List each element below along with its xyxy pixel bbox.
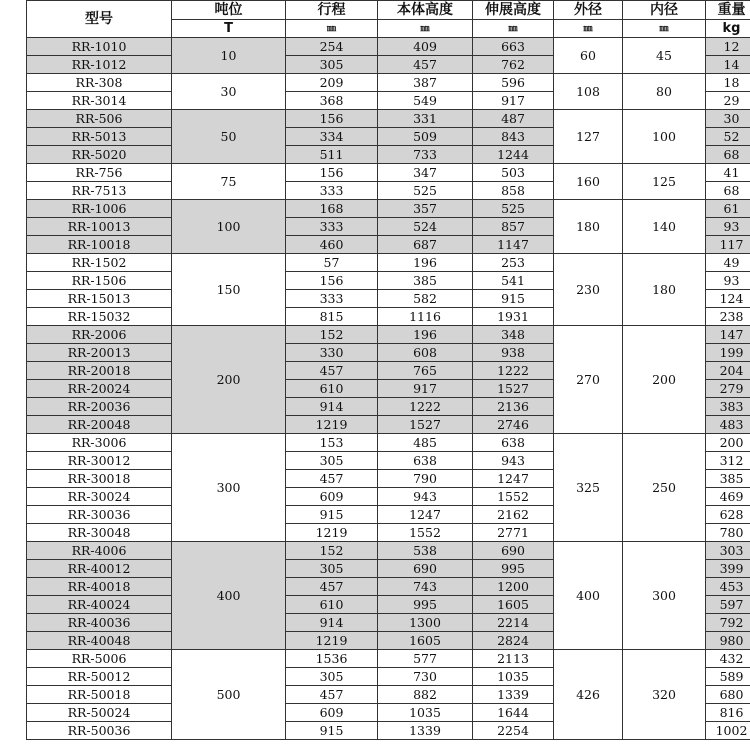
- cell-weight: 30: [706, 110, 750, 128]
- cell-body-height: 577: [378, 650, 473, 668]
- cell-body-height: 582: [378, 290, 473, 308]
- table-header: [27, 1, 750, 38]
- cell-body-height: 1552: [378, 524, 473, 542]
- cell-stroke: 305: [286, 56, 378, 74]
- cell-model: RR-5020: [27, 146, 172, 164]
- cell-extended-height: 843: [473, 128, 554, 146]
- cell-body-height: 1116: [378, 308, 473, 326]
- cell-stroke: 914: [286, 398, 378, 416]
- cell-weight: 29: [706, 92, 750, 110]
- cell-tonnage: 400: [172, 542, 286, 650]
- cell-model: RR-1010: [27, 38, 172, 56]
- cell-weight: 52: [706, 128, 750, 146]
- header-model: 型号: [27, 1, 172, 38]
- hydraulic-cylinder-spec-table: [26, 0, 750, 740]
- cell-stroke: 333: [286, 182, 378, 200]
- cell-body-height: 525: [378, 182, 473, 200]
- cell-model: RR-7513: [27, 182, 172, 200]
- cell-model: RR-10013: [27, 218, 172, 236]
- cell-body-height: 638: [378, 452, 473, 470]
- cell-extended-height: 663: [473, 38, 554, 56]
- cell-extended-height: 1644: [473, 704, 554, 722]
- cell-extended-height: 541: [473, 272, 554, 290]
- cell-outer-diameter: 180: [554, 200, 623, 254]
- cell-tonnage: 75: [172, 164, 286, 200]
- cell-body-height: 196: [378, 326, 473, 344]
- cell-stroke: 333: [286, 290, 378, 308]
- cell-stroke: 457: [286, 578, 378, 596]
- table-row: [27, 200, 750, 218]
- cell-model: RR-40018: [27, 578, 172, 596]
- cell-tonnage: 10: [172, 38, 286, 74]
- cell-stroke: 152: [286, 542, 378, 560]
- cell-stroke: 915: [286, 506, 378, 524]
- header-inner-diameter: 内径: [623, 1, 706, 20]
- cell-weight: 199: [706, 344, 750, 362]
- cell-stroke: 1219: [286, 632, 378, 650]
- header-extended-height: 伸展高度: [473, 1, 554, 20]
- cell-model: RR-5013: [27, 128, 172, 146]
- cell-weight: 589: [706, 668, 750, 686]
- cell-body-height: 331: [378, 110, 473, 128]
- cell-model: RR-40012: [27, 560, 172, 578]
- cell-stroke: 330: [286, 344, 378, 362]
- cell-weight: 68: [706, 182, 750, 200]
- cell-weight: 432: [706, 650, 750, 668]
- cell-body-height: 765: [378, 362, 473, 380]
- cell-body-height: 485: [378, 434, 473, 452]
- cell-stroke: 168: [286, 200, 378, 218]
- cell-body-height: 385: [378, 272, 473, 290]
- cell-weight: 628: [706, 506, 750, 524]
- cell-outer-diameter: 400: [554, 542, 623, 650]
- cell-weight: 49: [706, 254, 750, 272]
- cell-stroke: 156: [286, 272, 378, 290]
- cell-body-height: 882: [378, 686, 473, 704]
- table-row: [27, 110, 750, 128]
- cell-inner-diameter: 125: [623, 164, 706, 200]
- cell-model: RR-40048: [27, 632, 172, 650]
- cell-stroke: 1536: [286, 650, 378, 668]
- cell-stroke: 305: [286, 560, 378, 578]
- header-body-height: 本体高度: [378, 1, 473, 20]
- cell-stroke: 305: [286, 668, 378, 686]
- cell-extended-height: 348: [473, 326, 554, 344]
- cell-weight: 238: [706, 308, 750, 326]
- cell-extended-height: 995: [473, 560, 554, 578]
- cell-model: RR-50012: [27, 668, 172, 686]
- cell-tonnage: 300: [172, 434, 286, 542]
- cell-extended-height: 915: [473, 290, 554, 308]
- cell-stroke: 609: [286, 488, 378, 506]
- cell-body-height: 549: [378, 92, 473, 110]
- cell-extended-height: 938: [473, 344, 554, 362]
- cell-weight: 93: [706, 272, 750, 290]
- cell-body-height: 733: [378, 146, 473, 164]
- cell-extended-height: 943: [473, 452, 554, 470]
- cell-weight: 93: [706, 218, 750, 236]
- cell-stroke: 254: [286, 38, 378, 56]
- cell-model: RR-1012: [27, 56, 172, 74]
- cell-extended-height: 858: [473, 182, 554, 200]
- cell-outer-diameter: 108: [554, 74, 623, 110]
- cell-weight: 980: [706, 632, 750, 650]
- cell-body-height: 1605: [378, 632, 473, 650]
- cell-inner-diameter: 200: [623, 326, 706, 434]
- cell-model: RR-3006: [27, 434, 172, 452]
- cell-body-height: 409: [378, 38, 473, 56]
- cell-model: RR-10018: [27, 236, 172, 254]
- cell-weight: 18: [706, 74, 750, 92]
- cell-stroke: 156: [286, 164, 378, 182]
- cell-extended-height: 1931: [473, 308, 554, 326]
- cell-extended-height: 1339: [473, 686, 554, 704]
- cell-stroke: 460: [286, 236, 378, 254]
- cell-model: RR-1502: [27, 254, 172, 272]
- cell-outer-diameter: 60: [554, 38, 623, 74]
- cell-model: RR-15013: [27, 290, 172, 308]
- cell-weight: 816: [706, 704, 750, 722]
- cell-extended-height: 2136: [473, 398, 554, 416]
- cell-extended-height: 2214: [473, 614, 554, 632]
- cell-stroke: 914: [286, 614, 378, 632]
- header-stroke-unit: ㎜: [286, 20, 378, 38]
- cell-weight: 117: [706, 236, 750, 254]
- cell-weight: 147: [706, 326, 750, 344]
- cell-model: RR-20013: [27, 344, 172, 362]
- cell-body-height: 1247: [378, 506, 473, 524]
- cell-weight: 792: [706, 614, 750, 632]
- cell-outer-diameter: 426: [554, 650, 623, 740]
- cell-body-height: 357: [378, 200, 473, 218]
- cell-weight: 279: [706, 380, 750, 398]
- cell-model: RR-15032: [27, 308, 172, 326]
- header-weight-unit: kg: [706, 20, 750, 38]
- cell-extended-height: 1247: [473, 470, 554, 488]
- cell-tonnage: 30: [172, 74, 286, 110]
- cell-weight: 12: [706, 38, 750, 56]
- cell-model: RR-20036: [27, 398, 172, 416]
- cell-tonnage: 50: [172, 110, 286, 164]
- cell-body-height: 608: [378, 344, 473, 362]
- cell-inner-diameter: 250: [623, 434, 706, 542]
- cell-model: RR-308: [27, 74, 172, 92]
- cell-stroke: 815: [286, 308, 378, 326]
- cell-model: RR-30048: [27, 524, 172, 542]
- cell-model: RR-1506: [27, 272, 172, 290]
- cell-weight: 680: [706, 686, 750, 704]
- cell-weight: 14: [706, 56, 750, 74]
- spec-table-container: [26, 0, 748, 740]
- cell-body-height: 347: [378, 164, 473, 182]
- header-outer-diameter-unit: ㎜: [554, 20, 623, 38]
- cell-tonnage: 200: [172, 326, 286, 434]
- cell-body-height: 995: [378, 596, 473, 614]
- cell-weight: 597: [706, 596, 750, 614]
- header-tonnage-unit: T: [172, 20, 286, 38]
- cell-inner-diameter: 100: [623, 110, 706, 164]
- cell-tonnage: 150: [172, 254, 286, 326]
- cell-inner-diameter: 45: [623, 38, 706, 74]
- header-body-height-unit: ㎜: [378, 20, 473, 38]
- header-weight: 重量: [706, 1, 750, 20]
- cell-model: RR-40036: [27, 614, 172, 632]
- cell-weight: 469: [706, 488, 750, 506]
- cell-weight: 61: [706, 200, 750, 218]
- cell-weight: 312: [706, 452, 750, 470]
- cell-extended-height: 2746: [473, 416, 554, 434]
- cell-stroke: 1219: [286, 416, 378, 434]
- cell-extended-height: 2113: [473, 650, 554, 668]
- cell-outer-diameter: 270: [554, 326, 623, 434]
- cell-weight: 483: [706, 416, 750, 434]
- cell-model: RR-30018: [27, 470, 172, 488]
- cell-model: RR-40024: [27, 596, 172, 614]
- cell-stroke: 333: [286, 218, 378, 236]
- cell-body-height: 917: [378, 380, 473, 398]
- cell-model: RR-3014: [27, 92, 172, 110]
- cell-stroke: 156: [286, 110, 378, 128]
- table-row: [27, 164, 750, 182]
- header-inner-diameter-unit: ㎜: [623, 20, 706, 38]
- table-row: [27, 650, 750, 668]
- cell-extended-height: 525: [473, 200, 554, 218]
- cell-model: RR-20024: [27, 380, 172, 398]
- cell-model: RR-50036: [27, 722, 172, 740]
- cell-weight: 68: [706, 146, 750, 164]
- header-tonnage: 吨位: [172, 1, 286, 20]
- cell-model: RR-5006: [27, 650, 172, 668]
- cell-weight: 200: [706, 434, 750, 452]
- cell-body-height: 730: [378, 668, 473, 686]
- cell-inner-diameter: 80: [623, 74, 706, 110]
- table-row: [27, 434, 750, 452]
- cell-extended-height: 857: [473, 218, 554, 236]
- cell-model: RR-20048: [27, 416, 172, 434]
- cell-outer-diameter: 230: [554, 254, 623, 326]
- cell-weight: 399: [706, 560, 750, 578]
- cell-inner-diameter: 300: [623, 542, 706, 650]
- cell-model: RR-20018: [27, 362, 172, 380]
- table-row: [27, 542, 750, 560]
- table-row: [27, 38, 750, 56]
- cell-stroke: 609: [286, 704, 378, 722]
- cell-stroke: 209: [286, 74, 378, 92]
- cell-model: RR-30012: [27, 452, 172, 470]
- cell-weight: 124: [706, 290, 750, 308]
- cell-body-height: 1222: [378, 398, 473, 416]
- cell-extended-height: 1222: [473, 362, 554, 380]
- cell-body-height: 690: [378, 560, 473, 578]
- cell-extended-height: 2254: [473, 722, 554, 740]
- cell-stroke: 457: [286, 362, 378, 380]
- cell-stroke: 152: [286, 326, 378, 344]
- cell-model: RR-50024: [27, 704, 172, 722]
- cell-stroke: 368: [286, 92, 378, 110]
- cell-extended-height: 1527: [473, 380, 554, 398]
- cell-weight: 780: [706, 524, 750, 542]
- table-row: [27, 74, 750, 92]
- cell-weight: 383: [706, 398, 750, 416]
- cell-extended-height: 1147: [473, 236, 554, 254]
- cell-extended-height: 690: [473, 542, 554, 560]
- cell-stroke: 915: [286, 722, 378, 740]
- cell-model: RR-506: [27, 110, 172, 128]
- table-row: [27, 326, 750, 344]
- table-row: [27, 254, 750, 272]
- cell-model: RR-1006: [27, 200, 172, 218]
- cell-extended-height: 596: [473, 74, 554, 92]
- cell-model: RR-50018: [27, 686, 172, 704]
- header-stroke: 行程: [286, 1, 378, 20]
- cell-model: RR-30036: [27, 506, 172, 524]
- cell-body-height: 1339: [378, 722, 473, 740]
- cell-body-height: 743: [378, 578, 473, 596]
- cell-tonnage: 500: [172, 650, 286, 740]
- cell-extended-height: 503: [473, 164, 554, 182]
- cell-extended-height: 917: [473, 92, 554, 110]
- cell-body-height: 1035: [378, 704, 473, 722]
- cell-stroke: 457: [286, 686, 378, 704]
- cell-inner-diameter: 180: [623, 254, 706, 326]
- cell-body-height: 687: [378, 236, 473, 254]
- cell-extended-height: 253: [473, 254, 554, 272]
- header-outer-diameter: 外径: [554, 1, 623, 20]
- cell-stroke: 153: [286, 434, 378, 452]
- cell-body-height: 1300: [378, 614, 473, 632]
- cell-stroke: 57: [286, 254, 378, 272]
- cell-outer-diameter: 325: [554, 434, 623, 542]
- cell-body-height: 457: [378, 56, 473, 74]
- cell-outer-diameter: 160: [554, 164, 623, 200]
- cell-inner-diameter: 140: [623, 200, 706, 254]
- table-body: [27, 38, 750, 740]
- cell-model: RR-30024: [27, 488, 172, 506]
- cell-extended-height: 762: [473, 56, 554, 74]
- cell-stroke: 305: [286, 452, 378, 470]
- cell-body-height: 196: [378, 254, 473, 272]
- cell-stroke: 1219: [286, 524, 378, 542]
- cell-body-height: 1527: [378, 416, 473, 434]
- cell-model: RR-2006: [27, 326, 172, 344]
- cell-extended-height: 2162: [473, 506, 554, 524]
- cell-tonnage: 100: [172, 200, 286, 254]
- cell-extended-height: 1552: [473, 488, 554, 506]
- cell-model: RR-756: [27, 164, 172, 182]
- cell-stroke: 610: [286, 596, 378, 614]
- cell-weight: 41: [706, 164, 750, 182]
- cell-weight: 385: [706, 470, 750, 488]
- cell-extended-height: 1605: [473, 596, 554, 614]
- cell-body-height: 524: [378, 218, 473, 236]
- cell-extended-height: 1200: [473, 578, 554, 596]
- cell-stroke: 457: [286, 470, 378, 488]
- cell-body-height: 509: [378, 128, 473, 146]
- cell-body-height: 790: [378, 470, 473, 488]
- cell-stroke: 610: [286, 380, 378, 398]
- cell-body-height: 538: [378, 542, 473, 560]
- cell-extended-height: 2771: [473, 524, 554, 542]
- cell-weight: 204: [706, 362, 750, 380]
- cell-extended-height: 2824: [473, 632, 554, 650]
- cell-weight: 1002: [706, 722, 750, 740]
- cell-model: RR-4006: [27, 542, 172, 560]
- cell-inner-diameter: 320: [623, 650, 706, 740]
- cell-stroke: 511: [286, 146, 378, 164]
- cell-extended-height: 487: [473, 110, 554, 128]
- cell-body-height: 387: [378, 74, 473, 92]
- cell-weight: 453: [706, 578, 750, 596]
- cell-outer-diameter: 127: [554, 110, 623, 164]
- cell-extended-height: 1244: [473, 146, 554, 164]
- cell-stroke: 334: [286, 128, 378, 146]
- cell-body-height: 943: [378, 488, 473, 506]
- header-extended-height-unit: ㎜: [473, 20, 554, 38]
- cell-extended-height: 1035: [473, 668, 554, 686]
- cell-weight: 303: [706, 542, 750, 560]
- cell-extended-height: 638: [473, 434, 554, 452]
